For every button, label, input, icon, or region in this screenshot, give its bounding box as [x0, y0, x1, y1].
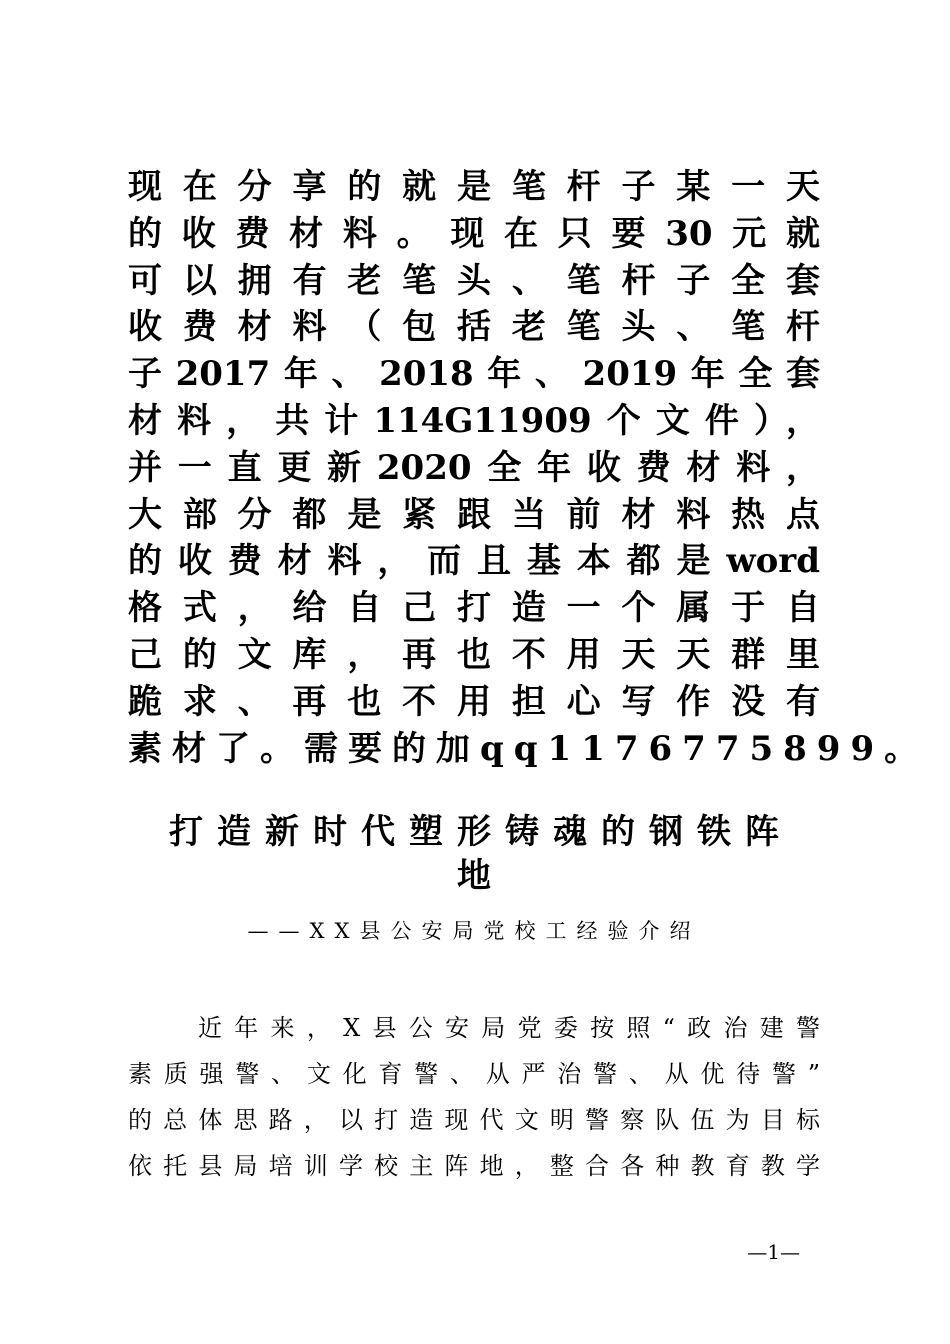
- promo-line: 的收费材料。现在只要30元就: [128, 213, 820, 254]
- promo-line: 己的文库，再也不用天天群里: [128, 634, 820, 675]
- body-line: 依托县局培训学校主阵地，整合各种教育教学: [128, 1152, 820, 1180]
- promo-line: 子2017年、2018年、2019年全套: [128, 354, 820, 395]
- promo-line: 格式，给自己打造一个属于自: [128, 588, 820, 629]
- promo-line: 素材了。需要的加qq1176775899。: [128, 728, 929, 769]
- promo-line: 现在分享的就是笔杆子某一天: [128, 167, 820, 207]
- promo-line: 材料，共计114G11909个文件），: [128, 400, 820, 441]
- title-line: 打造新时代塑形铸魂的钢铁阵: [169, 812, 793, 852]
- promo-line: 可以拥有老笔头、笔杆子全套: [128, 260, 820, 301]
- article-subtitle: ——XX县公安局党校工经验介绍: [247, 919, 701, 943]
- title-line: 地: [457, 856, 491, 896]
- body-line: 素质强警、文化育警、从严治警、从优待警”: [128, 1060, 820, 1088]
- promo-line: 跪求、再也不用担心写作没有: [128, 681, 820, 722]
- body-line: 的总体思路，以打造现代文明警察队伍为目标: [128, 1106, 820, 1134]
- article-body: [128, 1005, 820, 1189]
- promo-line: 大部分都是紧跟当前材料热点: [128, 494, 820, 535]
- page-number: —1—: [747, 1240, 800, 1264]
- promo-line: 并一直更新2020全年收费材料，: [128, 447, 820, 488]
- article-title: [128, 810, 820, 898]
- promo-paragraph: [128, 164, 929, 772]
- body-line: 近年来，X县公安局党委按照“政治建警: [198, 1014, 820, 1042]
- promo-line: 收费材料（包括老笔头、笔杆: [128, 307, 820, 348]
- promo-line: 的收费材料，而且基本都是word: [128, 541, 820, 582]
